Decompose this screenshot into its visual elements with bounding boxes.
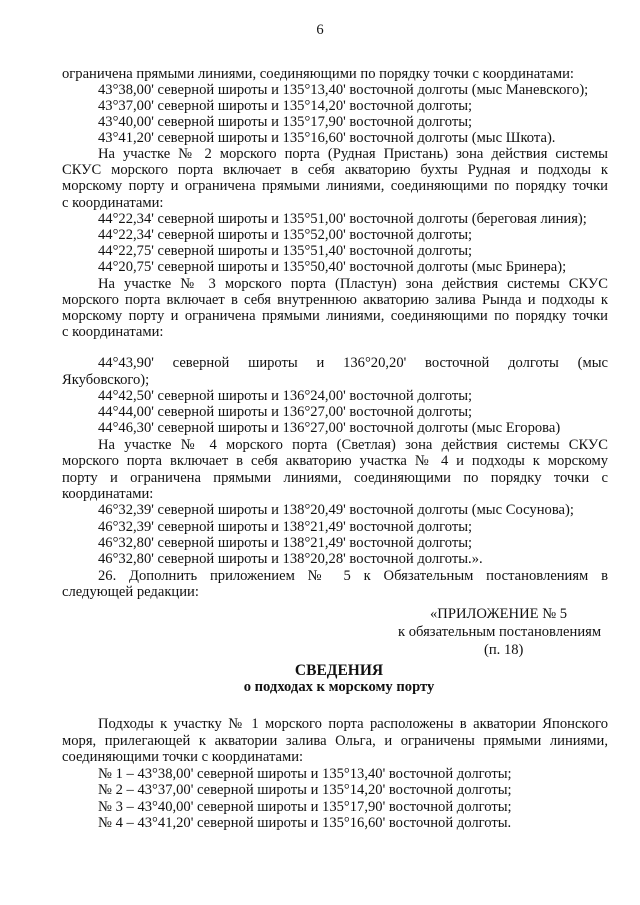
coordinate-line: 43°41,20' северной широты и 135°16,60' восточной долготы (мыс Шкота). <box>98 130 556 146</box>
appendix-subheading: к обязательным постановлениям <box>398 624 602 640</box>
section-title: СВЕДЕНИЯ <box>294 662 384 679</box>
paragraph-line: следующей редакции: <box>62 584 199 600</box>
coordinate-line: 44°46,30' северной широты и 136°27,00' восточной долготы (мыс Егорова) <box>98 420 561 436</box>
coordinate-line: № 3 – 43°40,00' северной широты и 135°17,90' восточной долготы; <box>98 799 512 815</box>
coordinate-line: 46°32,80' северной широты и 138°20,28' восточной долготы.». <box>98 551 483 567</box>
paragraph-line: с координатами: <box>62 324 164 340</box>
coordinate-line: 44°42,50' северной широты и 136°24,00' восточной долготы; <box>98 388 473 404</box>
coordinate-line: Якубовского); <box>62 372 150 388</box>
section-subtitle: о подходах к морскому порту <box>243 679 435 695</box>
coordinate-line: 44°22,34' северной широты и 135°52,00' восточной долготы; <box>98 227 473 243</box>
coordinate-line: 44°44,00' северной широты и 136°27,00' восточной долготы; <box>98 404 473 420</box>
paragraph-line: морскому порту и ограничена прямыми линиями, соединяющими по порядку точки <box>62 308 608 324</box>
coordinate-line: 46°32,39' северной широты и 138°21,49' восточной долготы; <box>98 519 473 535</box>
coordinate-line: 44°43,90' северной широты и 136°20,20' восточной долготы (мыс <box>98 355 608 371</box>
coordinate-line: 46°32,80' северной широты и 138°21,49' восточной долготы; <box>98 535 473 551</box>
paragraph-line: морскому порту и ограничена прямыми линиями, соединяющими по порядку точки <box>62 178 608 194</box>
paragraph-line: порту и ограничена прямыми линиями, соединяющими по порядку точки с <box>62 470 608 486</box>
paragraph-line: На участке № 2 морского порта (Рудная Пристань) зона действия системы <box>98 146 608 162</box>
text-line: ограничена прямыми линиями, соединяющими по порядку точки с координатами: <box>62 66 574 82</box>
coordinate-line: № 2 – 43°37,00' северной широты и 135°14,20' восточной долготы; <box>98 782 512 798</box>
appendix-reference: (п. 18) <box>484 642 524 658</box>
paragraph-line: СКУС морского порта включает в себя акваторию бухты Рудная и подходы к <box>62 162 608 178</box>
coordinate-line: 44°22,75' северной широты и 135°51,40' восточной долготы; <box>98 243 473 259</box>
paragraph-line: Подходы к участку № 1 морского порта расположены в акватории Японского <box>98 716 608 732</box>
coordinate-line: № 1 – 43°38,00' северной широты и 135°13,40' восточной долготы; <box>98 766 512 782</box>
paragraph-line: соединяющими точки с координатами: <box>62 749 304 765</box>
paragraph-line: координатами: <box>62 486 154 502</box>
paragraph-line: На участке № 4 морского порта (Светлая) зона действия системы СКУС <box>98 437 608 453</box>
coordinate-line: 44°22,34' северной широты и 135°51,00' восточной долготы (береговая линия); <box>98 211 587 227</box>
appendix-heading: «ПРИЛОЖЕНИЕ № 5 <box>430 606 568 622</box>
coordinate-line: № 4 – 43°41,20' северной широты и 135°16,60' восточной долготы. <box>98 815 512 831</box>
paragraph-line: 26. Дополнить приложением № 5 к Обязательным постановлениям в <box>98 568 608 584</box>
page-number: 6 <box>316 22 324 38</box>
paragraph-line: На участке № 3 морского порта (Пластун) зона действия системы СКУС <box>98 276 608 292</box>
coordinate-line: 44°20,75' северной широты и 135°50,40' восточной долготы (мыс Бринера); <box>98 259 567 275</box>
coordinate-line: 43°37,00' северной широты и 135°14,20' восточной долготы; <box>98 98 473 114</box>
paragraph-line: морского порта включает в себя внутреннюю акваторию залива Рында и подходы к <box>62 292 608 308</box>
coordinate-line: 46°32,39' северной широты и 138°20,49' восточной долготы (мыс Сосунова); <box>98 502 574 518</box>
paragraph-line: моря, прилегающей к акватории залива Ольга, и ограничены прямыми линиями, <box>62 733 608 749</box>
paragraph-line: с координатами: <box>62 195 164 211</box>
coordinate-line: 43°38,00' северной широты и 135°13,40' восточной долготы (мыс Маневского); <box>98 82 589 98</box>
paragraph-line: морского порта включает в себя акваторию участка № 4 и подходы к морскому <box>62 453 608 469</box>
coordinate-line: 43°40,00' северной широты и 135°17,90' восточной долготы; <box>98 114 473 130</box>
